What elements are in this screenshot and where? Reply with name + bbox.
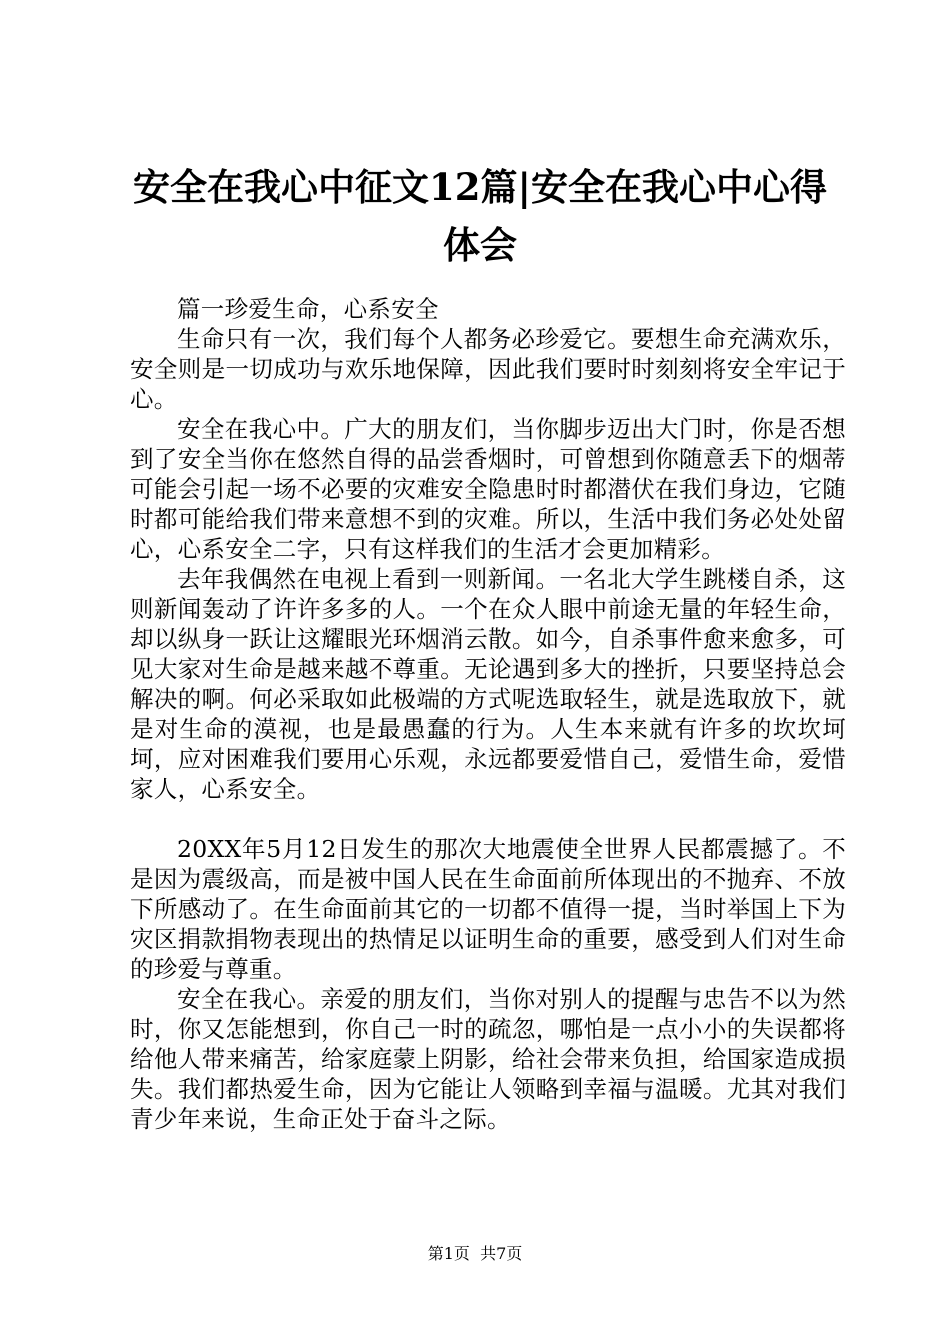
paragraph-2: 安全在我心中。广大的朋友们，当你脚步迈出大门时，你是否想到了安全当你在悠然自得的品尝香烟时，可曾想到你随意丢下的烟蒂可能会引起一场不必要的灾难安全隐患时时都潜伏在我们身边，它随时都可能给我们带来意想不到的灾难。所以，生活中我们务必处处留心，心系安全二字，只有这样我们的生活才会更加精彩。 bbox=[130, 415, 846, 563]
paragraph-5: 安全在我心。亲爱的朋友们，当你对别人的提醒与忠告不以为然时，你又怎能想到，你自己一时的疏忽，哪怕是一点小小的失误都将给他人带来痛苦，给家庭蒙上阴影，给社会带来负担，给国家造成损失。我们都热爱生命，因为它能让人领略到幸福与温暖。尤其对我们青少年来说，生命正处于奋斗之际。 bbox=[130, 985, 846, 1133]
paragraph-3: 去年我偶然在电视上看到一则新闻。一名北大学生跳楼自杀，这则新闻轰动了许许多多的人。一个在众人眼中前途无量的年轻生命，却以纵身一跃让这耀眼光环烟消云散。如今，自杀事件愈来愈多，可见大家对生命是越来越不尊重。无论遇到多大的挫折，只要坚持总会解决的啊。何必采取如此极端的方式呢选取轻生，就是选取放下，就是对生命的漠视，也是最愚蠢的行为。人生本来就有许多的坎坎坷坷，应对困难我们要用心乐观，永远都要爱惜自己，爱惜生命，爱惜家人，心系安全。 bbox=[130, 565, 846, 803]
paragraph-1: 生命只有一次，我们每个人都务必珍爱它。要想生命充满欢乐，安全则是一切成功与欢乐地保障，因此我们要时时刻刻将安全牢记于心。 bbox=[130, 325, 846, 413]
section-heading: 篇一珍爱生命，心系安全 bbox=[177, 295, 439, 323]
document-body bbox=[130, 294, 846, 1134]
blank-line bbox=[130, 804, 846, 834]
document-title: 安全在我心中征文12篇|安全在我心中心得体会 bbox=[133, 165, 827, 267]
page-footer: 第1页 共7页 bbox=[427, 1244, 523, 1263]
paragraph-4: 20XX年5月12日发生的那次大地震使全世界人民都震撼了。不是因为震级高，而是被中国人民在生命面前所体现出的不抛弃、不放下所感动了。在生命面前其它的一切都不值得一提，当时举国上下为灾区捐款捐物表现出的热情足以证明生命的重要，感受到人们对生命的珍爱与尊重。 bbox=[130, 835, 846, 983]
